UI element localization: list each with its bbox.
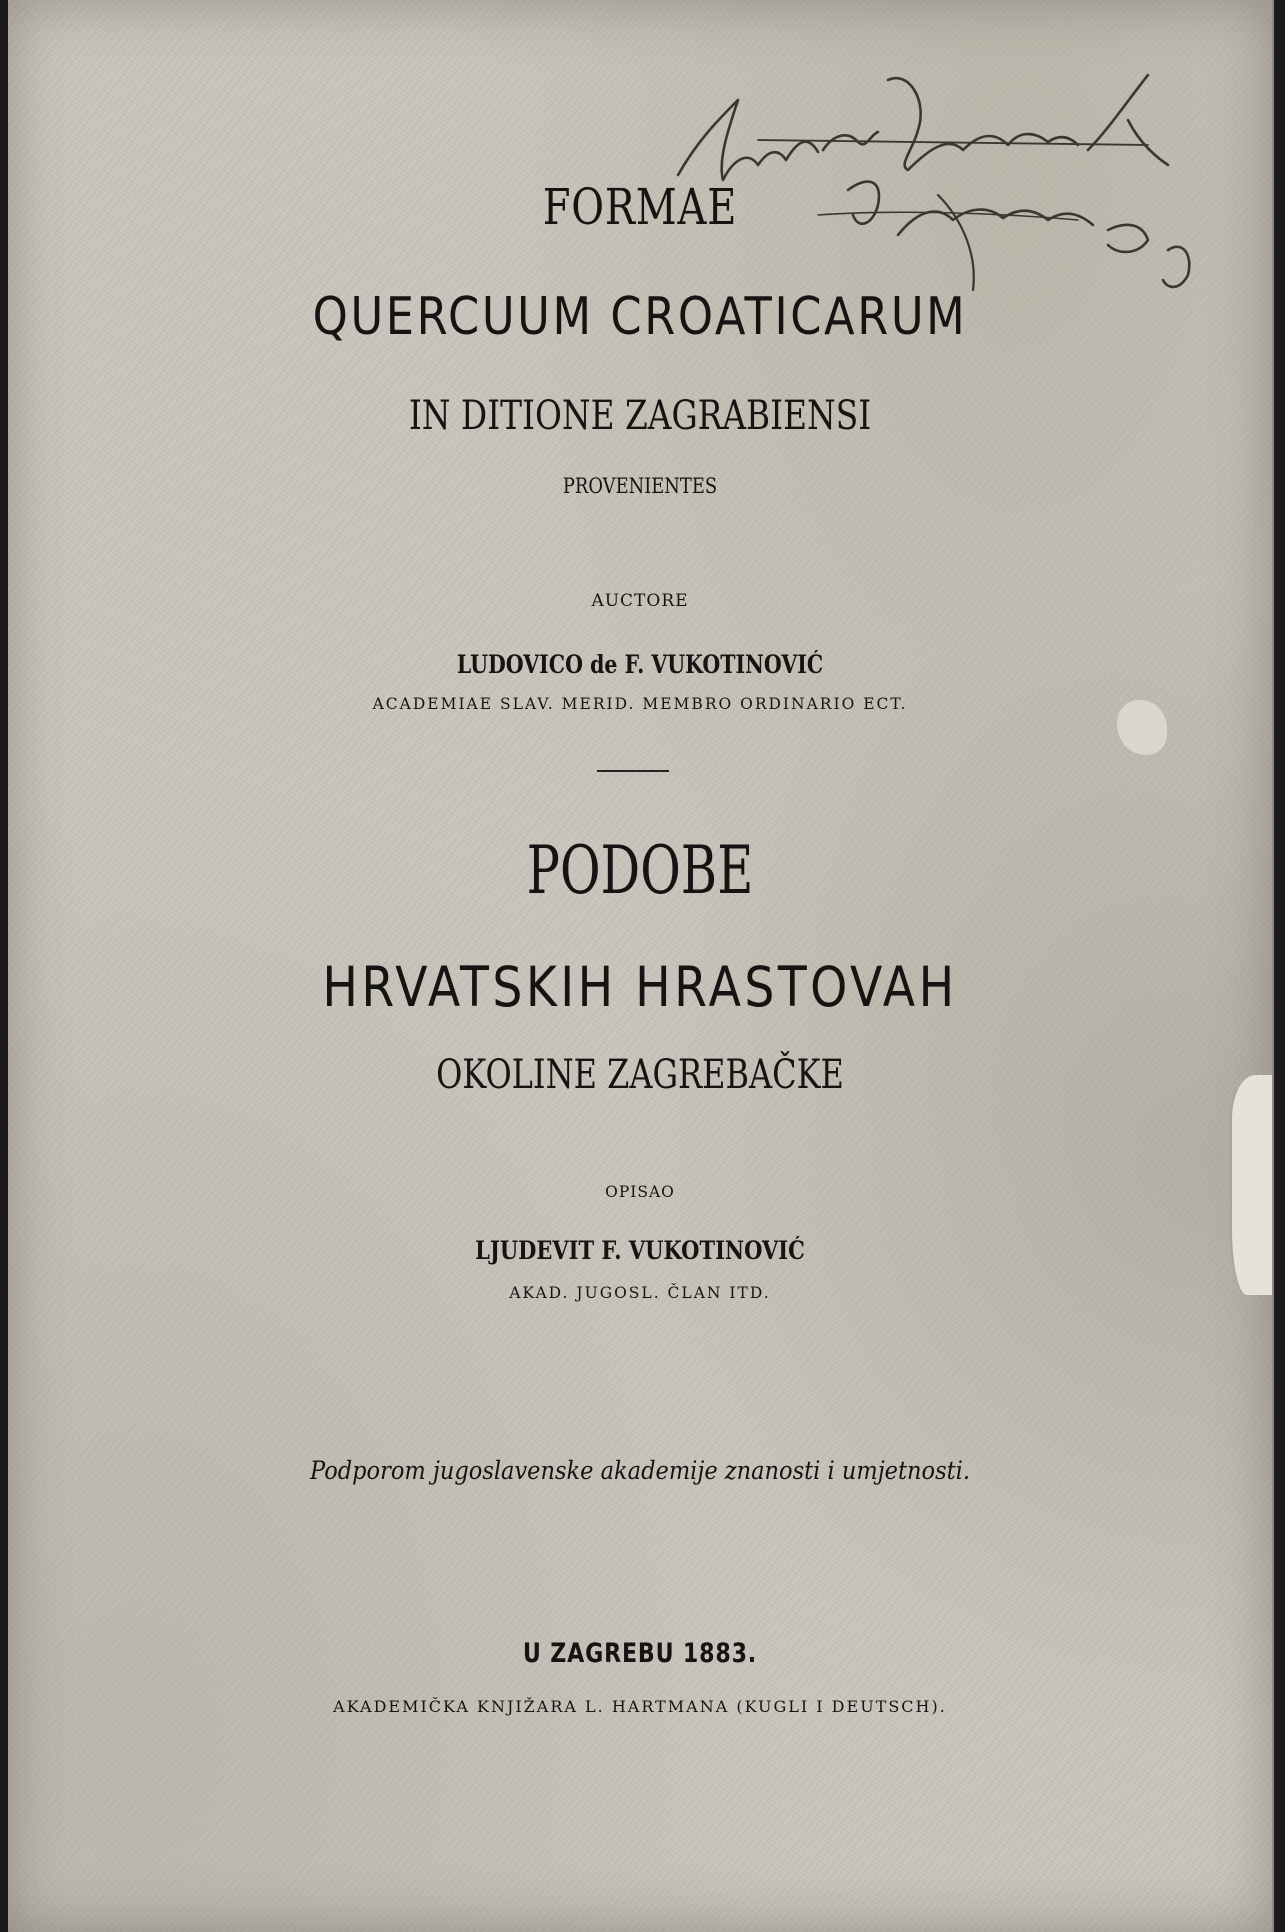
latin-author-title: ACADEMIAE SLAV. MERID. MEMBRO ORDINARIO ECT.	[372, 695, 908, 713]
croatian-author-title: AKAD. JUGOSL. ČLAN ITD.	[509, 1284, 771, 1302]
latin-title-line-1: FORMAE	[542, 178, 738, 236]
latin-title-line-2: QUERCUUM CROATICARUM	[312, 287, 968, 347]
croatian-author-name: LJUDEVIT F. VUKOTINOVIĆ	[475, 1236, 805, 1265]
imprint-place-year: U ZAGREBU 1883.	[522, 1638, 758, 1669]
latin-author-name: LUDOVICO de F. VUKOTINOVIĆ	[456, 650, 824, 679]
croatian-title-line-1: PODOBE	[526, 832, 754, 909]
latin-title-line-4: PROVENIENTES	[562, 474, 718, 498]
book-cover	[8, 0, 1274, 1932]
imprint-publisher: AKADEMIČKA KNJIŽARA L. HARTMANA (KUGLI I DEUTSCH).	[333, 1697, 947, 1716]
divider-rule	[597, 770, 669, 772]
croatian-title-line-3: OKOLINE ZAGREBAČKE	[436, 1052, 844, 1098]
latin-title-line-3: IN DITIONE ZAGRABIENSI	[408, 393, 872, 439]
support-note: Podporom jugoslavenske akademije znanosti i umjetnosti.	[309, 1456, 971, 1485]
croatian-author-label: OPISAO	[605, 1183, 675, 1201]
croatian-title-line-2: HRVATSKIH HRASTOVAH	[322, 955, 958, 1019]
latin-author-label: AUCTORE	[591, 591, 689, 611]
